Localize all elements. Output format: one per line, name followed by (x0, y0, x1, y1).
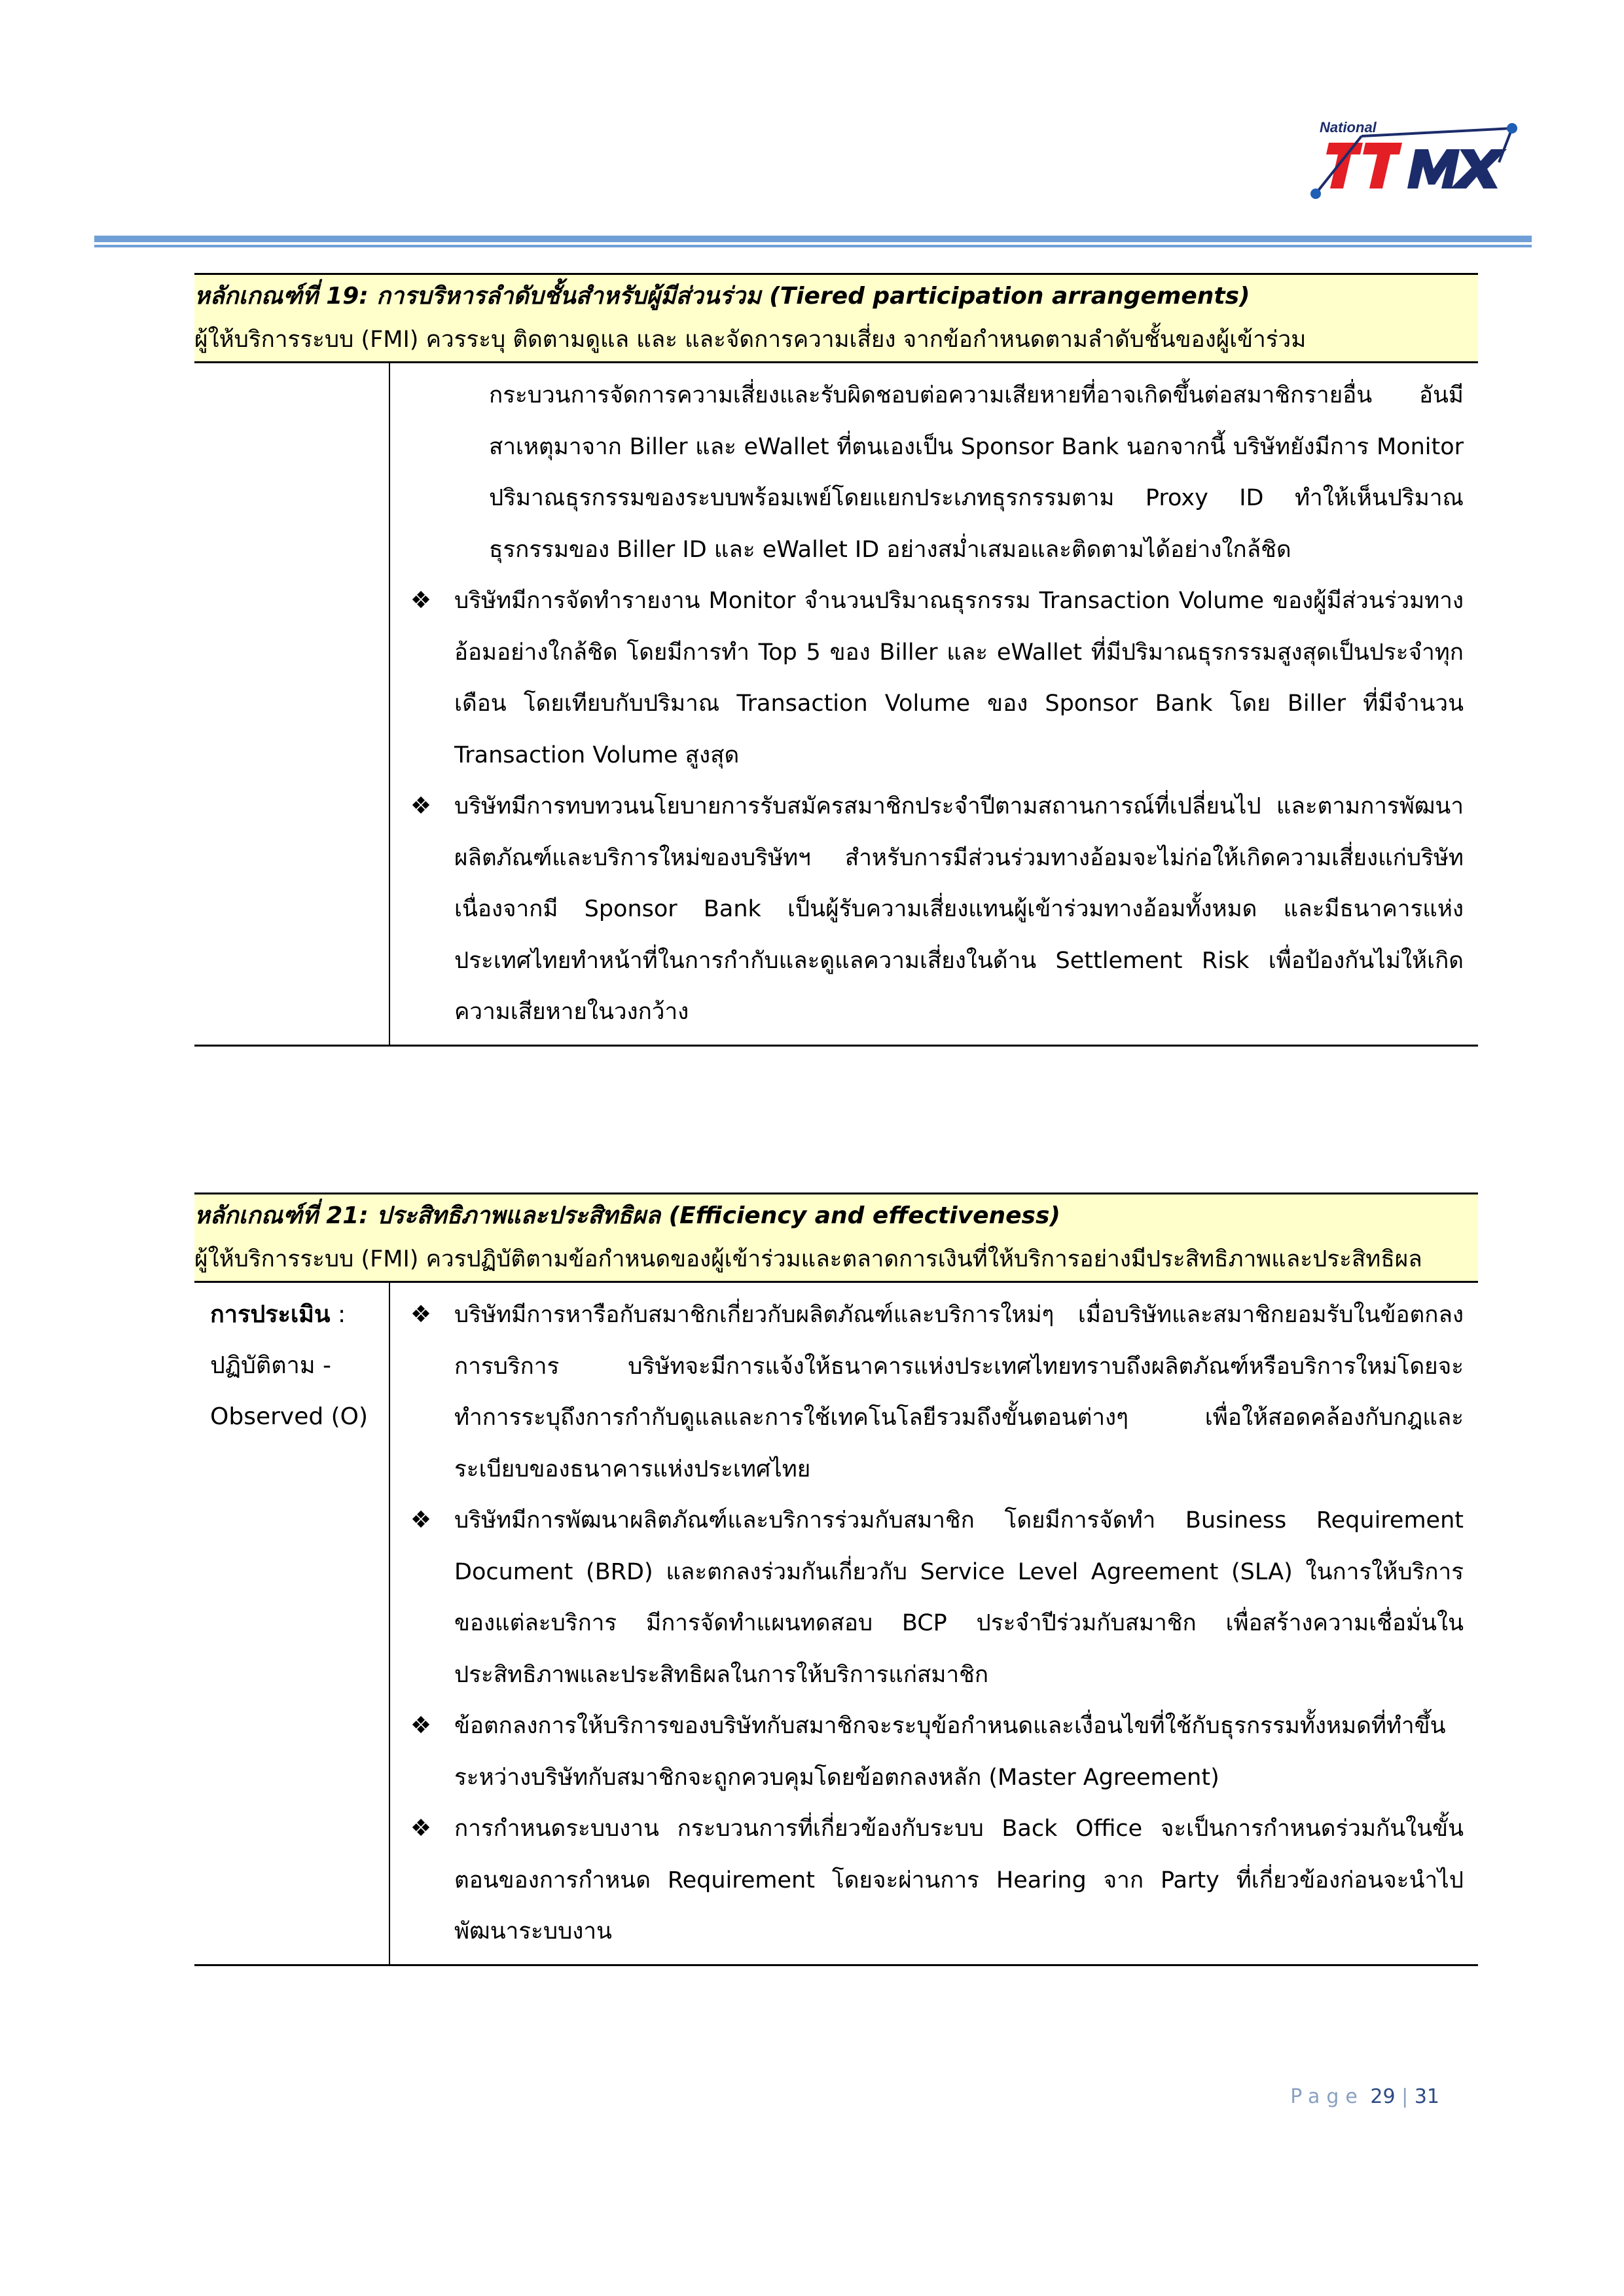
principle-19-content (389, 363, 1478, 1046)
assessment-result-english: Observed (O) (210, 1403, 369, 1430)
page-number: 29 (1370, 2085, 1396, 2108)
bullet-item (405, 781, 1464, 1038)
page-footer (1290, 2085, 1439, 2108)
principle-21-table (194, 1193, 1478, 1966)
bullet-text: บริษัทมีการจัดทำรายงาน Monitor จำนวนปริมาณธุรกรรม Transaction Volume ของผู้มีส่วนร่วมทางอ้อมอย่างใกล้ชิด โดยมีการทำ Top 5 ของ Biller และ eWallet ที่มีปริมาณธุรกรรมสูงสุดเป็นประจำทุกเดือน โดยเทียบกับปริมาณ Transaction Volume ของ Sponsor Bank โดย Biller ที่มีจำนวน Transaction Volume สูงสุด (454, 588, 1464, 768)
bullet-item (405, 1289, 1464, 1495)
page-label: Page (1290, 2085, 1364, 2108)
principle-21-subtitle: ผู้ให้บริการระบบ (FMI) ควรปฏิบัติตามข้อกำหนดของผู้เข้าร่วมและตลาดการเงินที่ให้บริการอย่างมีประสิทธิภาพและประสิทธิผล (194, 1246, 1422, 1272)
bullet-text: บริษัทมีการหารือกับสมาชิกเกี่ยวกับผลิตภัณฑ์และบริการใหม่ๆ เมื่อบริษัทและสมาชิกยอมรับในข้อตกลงการบริการ บริษัทจะมีการแจ้งให้ธนาคารแห่งประเทศไทยทราบถึงผลิตภัณฑ์หรือบริการใหม่โดยจะทำการระบุถึงการกำกับดูแลและการใช้เทคโนโลยีรวมถึงขั้นตอนต่างๆ เพื่อให้สอดคล้องกับกฎและระเบียบของธนาคารแห่งประเทศไทย (454, 1302, 1464, 1482)
continuation-paragraph: กระบวนการจัดการความเสี่ยงและรับผิดชอบต่อความเสียหายที่อาจเกิดขึ้นต่อสมาชิกรายอื่น อันมีสาเหตุมาจาก Biller และ eWallet ที่ตนเองเป็น Sponsor Bank นอกจากนี้ บริษัทยังมีการ Monitor ปริมาณธุรกรรมของระบบพร้อมเพย์โดยแยกประเภทธุรกรรมตาม Proxy ID ทำให้เห็นปริมาณธุรกรรมของ Biller ID และ eWallet ID อย่างสม่ำเสมอและติดตามได้อย่างใกล้ชิด (489, 382, 1464, 563)
header-band (94, 236, 1532, 247)
bullet-diamond-icon: ❖ (410, 1301, 432, 1328)
bullet-item (405, 1803, 1464, 1958)
principle-21-header (194, 1194, 1478, 1282)
assessment-label: การประเมิน (210, 1301, 331, 1328)
bullet-text: บริษัทมีการพัฒนาผลิตภัณฑ์และบริการร่วมกับสมาชิก โดยมีการจัดทำ Business Requirement Document (BRD) และตกลงร่วมกันเกี่ยวกับ Service Level Agreement (SLA) ในการให้บริการของแต่ละบริการ มีการจัดทำแผนทดสอบ BCP ประจำปีร่วมกับสมาชิก เพื่อสร้างความเชื่อมั่นในประสิทธิภาพและประสิทธิผลในการให้บริการแก่สมาชิก (454, 1507, 1464, 1688)
assessment-label-line: การประเมิน : (210, 1301, 346, 1328)
principle-19-table (194, 273, 1478, 1047)
bullet-text: ข้อตกลงการให้บริการของบริษัทกับสมาชิกจะระบุข้อกำหนดและเงื่อนไขที่ใช้กับธุรกรรมทั้งหมดที่ทำขึ้นระหว่างบริษัทกับสมาชิกจะถูกควบคุมโดยข้อตกลงหลัก (Master Agreement) (454, 1713, 1446, 1791)
assessment-result-thai: ปฏิบัติตาม - (210, 1352, 332, 1379)
itmx-logo (1303, 117, 1528, 208)
bullet-diamond-icon: ❖ (410, 1507, 432, 1534)
page-total: 31 (1414, 2085, 1439, 2108)
page-separator: | (1401, 2085, 1409, 2108)
principle-19-header (194, 274, 1478, 363)
logo-small-text: National (1320, 119, 1377, 135)
bullet-diamond-icon: ❖ (410, 1712, 432, 1739)
bullet-item (405, 1495, 1464, 1700)
bullet-diamond-icon: ❖ (410, 793, 432, 819)
bullet-item (405, 575, 1464, 781)
principle-21-content (389, 1282, 1478, 1965)
principle-19-subtitle: ผู้ให้บริการระบบ (FMI) ควรระบุ ติดตามดูแล และ และจัดการความเสี่ยง จากข้อกำหนดตามลำดับชั้นของผู้เข้าร่วม (194, 327, 1307, 353)
principle-19-left-cell (194, 363, 389, 1046)
bullet-text: บริษัทมีการทบทวนนโยบายการรับสมัครสมาชิกประจำปีตามสถานการณ์ที่เปลี่ยนไป และตามการพัฒนาผลิตภัณฑ์และบริการใหม่ของบริษัทฯ สำหรับการมีส่วนร่วมทางอ้อมจะไม่ก่อให้เกิดความเสี่ยงแก่บริษัทเนื่องจากมี Sponsor Bank เป็นผู้รับความเสี่ยงแทนผู้เข้าร่วมทางอ้อมทั้งหมด และมีธนาคารแห่งประเทศไทยทำหน้าที่ในการกำกับและดูแลความเสี่ยงในด้าน Settlement Risk เพื่อป้องกันไม่ให้เกิดความเสียหายในวงกว้าง (454, 793, 1464, 1025)
principle-21-title: หลักเกณฑ์ที่ 21: ประสิทธิภาพและประสิทธิผล (Efficiency and effectiveness) (194, 1202, 1060, 1229)
bullet-text: การกำหนดระบบงาน กระบวนการที่เกี่ยวข้องกับระบบ Back Office จะเป็นการกำหนดร่วมกันในขั้นตอนของการกำหนด Requirement โดยจะผ่านการ Hearing จาก Party ที่เกี่ยวข้องก่อนจะนำไปพัฒนาระบบงาน (454, 1816, 1464, 1945)
principle-19-title: หลักเกณฑ์ที่ 19: การบริหารลำดับชั้นสำหรับผู้มีส่วนร่วม (Tiered participation arrangements) (194, 283, 1250, 310)
bullet-diamond-icon: ❖ (410, 1815, 432, 1842)
bullet-diamond-icon: ❖ (410, 587, 432, 614)
assessment-cell (194, 1282, 389, 1965)
bullet-item (405, 1700, 1464, 1803)
